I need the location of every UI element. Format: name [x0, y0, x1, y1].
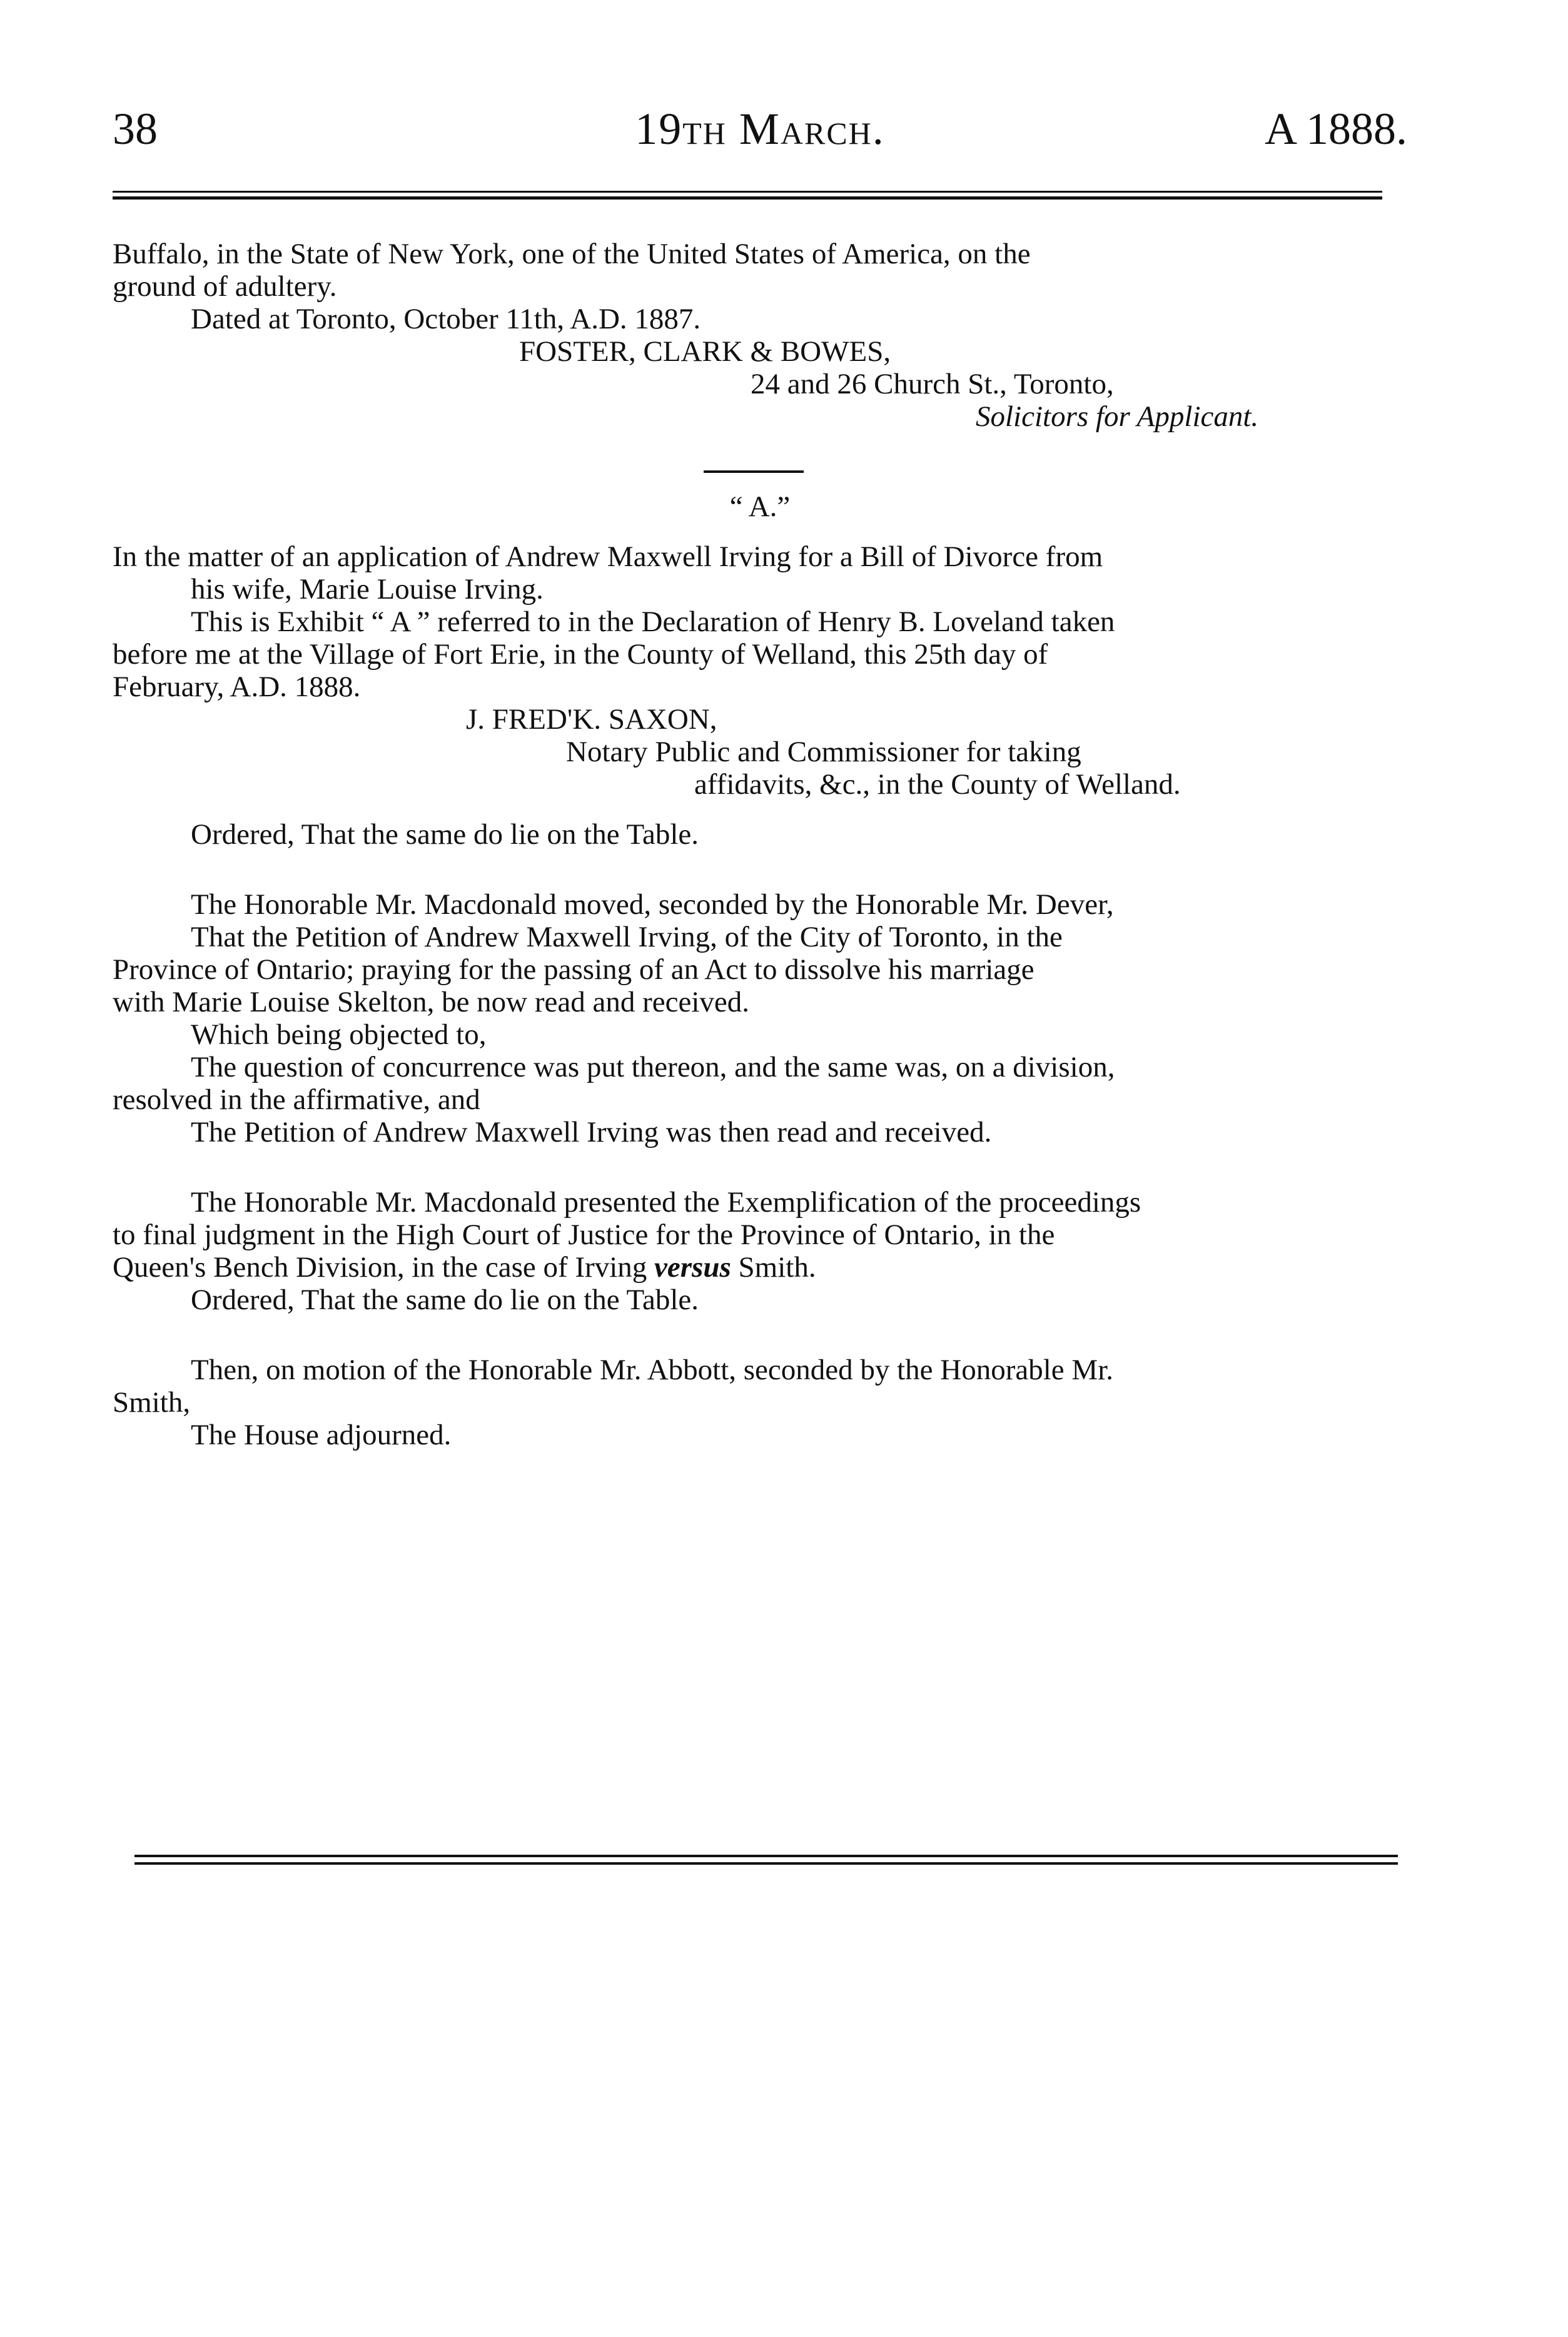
motion-line-5: Which being objected to, — [191, 1018, 487, 1051]
page-number: 38 — [113, 104, 158, 154]
motion-line-2: That the Petition of Andrew Maxwell Irving, of the City of Toronto, in the — [191, 921, 1063, 953]
notice-dated: Dated at Toronto, October 11th, A.D. 1887. — [191, 303, 701, 335]
page-date-title — [113, 103, 1407, 155]
adjournment-line-2: Smith, — [113, 1386, 191, 1419]
notice-address: 24 and 26 Church St., Toronto, — [751, 368, 1114, 400]
adjournment-line-1: Then, on motion of the Honorable Mr. Abbott, seconded by the Honorable Mr. — [191, 1354, 1114, 1386]
page-header — [113, 103, 1407, 160]
adjournment-line-3: The House adjourned. — [191, 1419, 452, 1451]
exhibit-signer-title-1: Notary Public and Commissioner for taking — [566, 736, 1081, 768]
exemplification-line-3 — [113, 1251, 1407, 1284]
page-body — [113, 238, 1407, 1451]
exhibit-matter-line-2: his wife, Marie Louise Irving. — [191, 573, 544, 606]
notice-line-1: Buffalo, in the State of New York, one of the United States of America, on the — [113, 238, 1031, 270]
motion-line-1: The Honorable Mr. Macdonald moved, seconded by the Honorable Mr. Dever, — [191, 888, 1114, 921]
exhibit-decl-line-3: February, A.D. 1888. — [113, 671, 361, 703]
notice-line-2: ground of adultery. — [113, 270, 337, 303]
motion-line-3: Province of Ontario; praying for the passing of an Act to dissolve his marriage — [113, 953, 1034, 986]
exemplification-line-3-b: Smith. — [731, 1251, 816, 1284]
exhibit-label: “ A.” — [729, 490, 791, 523]
exemplification-line-2: to final judgment in the High Court of Justice for the Province of Ontario, in the — [113, 1219, 1055, 1251]
notice-firm: FOSTER, CLARK & BOWES, — [519, 335, 891, 368]
order-table-2: Ordered, That the same do lie on the Table. — [191, 1284, 699, 1316]
motion-line-7: resolved in the affirmative, and — [113, 1083, 480, 1116]
header-rule — [113, 191, 1382, 200]
exemplification-line-3-a: Queen's Bench Division, in the case of Irving — [113, 1251, 655, 1284]
motion-line-6: The question of concurrence was put thereon, and the same was, on a division, — [191, 1051, 1115, 1083]
motion-line-4: with Marie Louise Skelton, be now read and received. — [113, 986, 750, 1018]
exhibit-decl-line-1: This is Exhibit “ A ” referred to in the Declaration of Henry B. Loveland taken — [191, 606, 1115, 638]
page-year: A 1888. — [1264, 104, 1407, 154]
versus-text: versus — [654, 1251, 731, 1284]
footer-rule — [134, 1855, 1398, 1865]
exhibit-matter-line-1: In the matter of an application of Andrew Maxwell Irving for a Bill of Divorce from — [113, 540, 1103, 573]
exemplification-line-1: The Honorable Mr. Macdonald presented the Exemplification of the proceedings — [191, 1186, 1141, 1219]
notice-role: Solicitors for Applicant. — [976, 400, 1259, 433]
order-table-1: Ordered, That the same do lie on the Table. — [191, 818, 699, 851]
motion-line-8: The Petition of Andrew Maxwell Irving was then read and received. — [191, 1116, 992, 1148]
exhibit-signer-title-2: affidavits, &c., in the County of Welland. — [694, 768, 1181, 801]
exhibit-decl-line-2: before me at the Village of Fort Erie, in the County of Welland, this 25th day of — [113, 638, 1048, 671]
exhibit-signer: J. FRED'K. SAXON, — [466, 703, 717, 736]
date-title-text: 19th March. — [635, 104, 885, 154]
